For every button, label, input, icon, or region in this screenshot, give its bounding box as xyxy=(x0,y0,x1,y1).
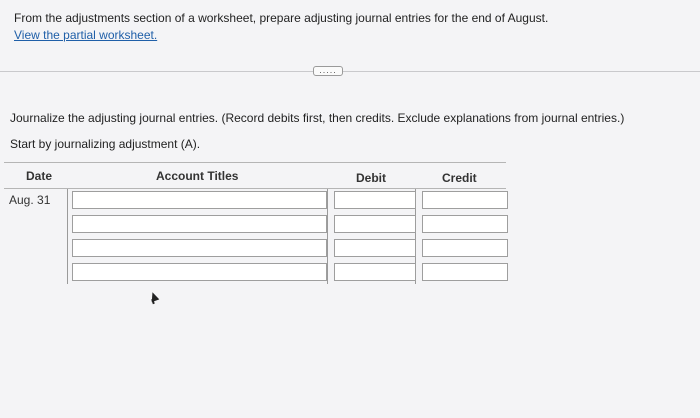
credit-input[interactable] xyxy=(422,215,508,233)
header-date: Date xyxy=(26,169,53,183)
journal-entry-table xyxy=(4,162,506,207)
ellipsis-icon[interactable]: ..... xyxy=(313,66,343,76)
debit-input[interactable] xyxy=(334,191,416,209)
header-credit: Credit xyxy=(442,171,477,185)
section-divider xyxy=(0,71,700,72)
header-debit: Debit xyxy=(356,171,386,185)
debit-input[interactable] xyxy=(334,239,416,257)
instructions-text: Journalize the adjusting journal entries. (Record debits first, then credits. Exclude explanations from journal entries.) xyxy=(10,111,625,125)
account-title-input[interactable] xyxy=(72,239,327,257)
account-title-input[interactable] xyxy=(72,263,327,281)
credit-input[interactable] xyxy=(422,263,508,281)
table-row xyxy=(72,191,508,211)
entry-date: Aug. 31 xyxy=(9,193,51,207)
account-title-input[interactable] xyxy=(72,191,327,209)
table-header xyxy=(4,162,506,189)
account-title-input[interactable] xyxy=(72,215,327,233)
view-worksheet-link[interactable]: View the partial worksheet. xyxy=(14,28,158,42)
table-row xyxy=(72,215,508,235)
table-row xyxy=(72,263,508,283)
credit-input[interactable] xyxy=(422,191,508,209)
problem-text: From the adjustments section of a worksheet, prepare adjusting journal entries for the end of August. xyxy=(14,11,549,25)
header-account-titles: Account Titles xyxy=(156,169,239,183)
debit-input[interactable] xyxy=(334,263,416,281)
debit-input[interactable] xyxy=(334,215,416,233)
start-prompt: Start by journalizing adjustment (A). xyxy=(10,137,201,151)
entry-grid xyxy=(67,189,508,284)
credit-input[interactable] xyxy=(422,239,508,257)
problem-intro xyxy=(14,10,548,44)
table-row xyxy=(72,239,508,259)
